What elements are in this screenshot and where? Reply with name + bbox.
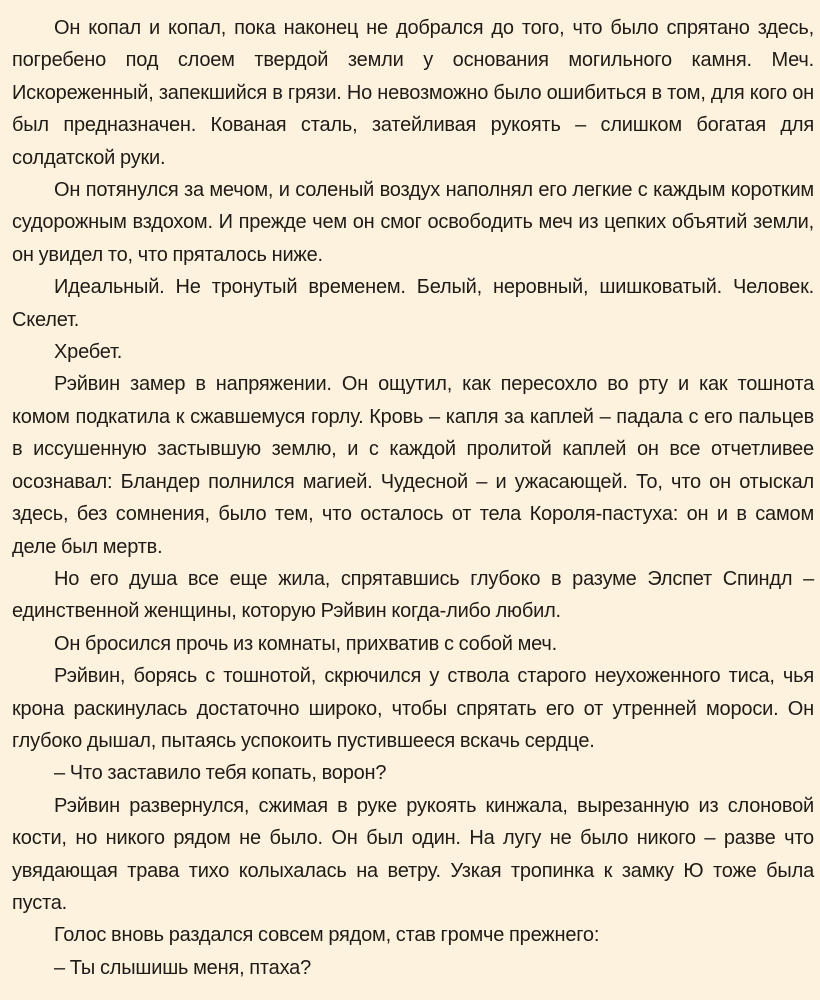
paragraph-1: Он копал и копал, пока наконец не добрался до того, что было спрятано здесь, погребено под слоем твердой земли у основания могильного камня. Меч. Искореженный, запекшийся в грязи. Но невозможно было ошибиться в том, для кого он был предназначен. Кованая сталь, затейливая рукоять – слишком богатая для солдатской руки. bbox=[12, 17, 814, 169]
paragraph-3: Идеальный. Не тронутый временем. Белый, неровный, шишковатый. Человек. Скелет. bbox=[12, 276, 814, 331]
paragraph-10: Рэйвин развернулся, сжимая в руке рукоять кинжала, вырезанную из слоновой кости, но никого рядом не было. Он был один. На лугу не было никого – разве что увядающая трава тихо колыхалась на ветру. Узкая тропинка к замку Ю тоже была пуста. bbox=[12, 794, 814, 914]
paragraph-6: Но его душа все еще жила, спрятавшись глубоко в разуме Элспет Спиндл – единственной женщины, которую Рэйвин когда-либо любил. bbox=[12, 567, 814, 623]
paragraph-9-dialogue: – Что заставило тебя копать, ворон? bbox=[54, 762, 387, 785]
paragraph-4: Хребет. bbox=[54, 341, 123, 364]
paragraph-7: Он бросился прочь из комнаты, прихватив с собой меч. bbox=[54, 632, 557, 655]
paragraph-12-dialogue: – Ты слышишь меня, птаха? bbox=[54, 956, 312, 979]
paragraph-11: Голос вновь раздался совсем рядом, став громче прежнего: bbox=[54, 924, 600, 947]
paragraph-5: Рэйвин замер в напряжении. Он ощутил, как пересохло во рту и как тошнота комом подкатила к сжавшемуся горлу. Кровь – капля за каплей – падала с его пальцев в иссушенную застывшую землю, и с каждой пролитой каплей он все отчетливее осознавал: Бландер полнился магией. Чудесной – и ужасающей. То, что он отыскал здесь, без сомнения, было тем, что осталось от тела Короля-пастуха: он и в самом деле был мертв. bbox=[12, 373, 814, 558]
paragraph-2: Он потянулся за мечом, и соленый воздух наполнял его легкие с каждым коротким судорожным вздохом. И прежде чем он смог освободить меч из цепких объятий земли, он увидел то, что пряталось ниже. bbox=[12, 179, 814, 266]
paragraph-8: Рэйвин, борясь с тошнотой, скрючился у ствола старого неухоженного тиса, чья крона раскинулась достаточно широко, чтобы спрятать его от утренней мороси. Он глубоко дышал, пытаясь успокоить пустившееся вскачь сердце. bbox=[12, 665, 814, 752]
